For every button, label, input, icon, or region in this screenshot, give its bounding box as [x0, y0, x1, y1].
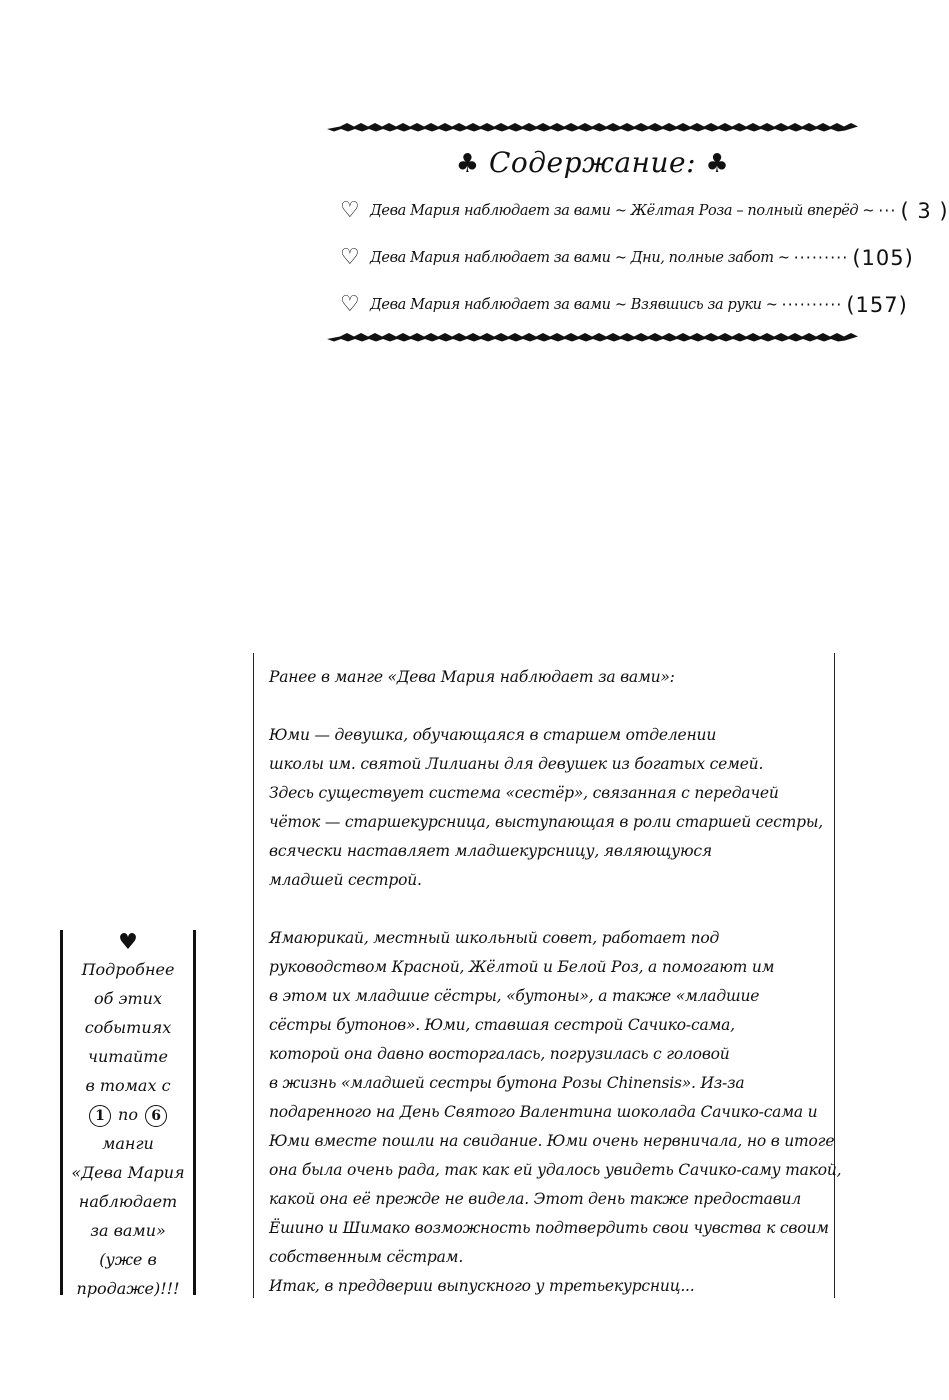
side-note-word: по	[118, 1105, 138, 1124]
paragraph-gap	[269, 692, 829, 721]
summary-line: какой она её прежде не видела. Этот день также предоставил	[269, 1190, 801, 1208]
summary-line: Ёшино и Шимако возможность подтвердить свои чувства к своим	[269, 1219, 829, 1237]
paragraph-gap	[269, 895, 829, 924]
side-note-line: об этих	[94, 989, 162, 1008]
toc-item-title: Дева Мария наблюдает за вами ~ Взявшись за руки ~	[370, 296, 778, 313]
summary-line: в этом их младшие сёстры, «бутоны», а также «младшие	[269, 987, 760, 1005]
table-of-contents	[340, 122, 949, 342]
side-note-line: в томах с	[85, 1076, 171, 1095]
toc-leader-dots: ··········	[781, 295, 843, 314]
summary-line: школы им. святой Лилианы для девушек из богатых семей.	[269, 755, 764, 773]
side-note-line: читайте	[88, 1047, 168, 1066]
toc-leader-dots: ···	[878, 201, 897, 220]
side-note-line: продаже)!!!	[76, 1279, 180, 1298]
story-summary-box	[253, 653, 842, 1298]
club-icon: ♣	[705, 149, 730, 179]
summary-line: которой она давно восторгалась, погрузилась с головой	[269, 1045, 730, 1063]
side-note-line: событиях	[84, 1018, 172, 1037]
side-note-line: за вами»	[90, 1221, 166, 1240]
summary-line: Здесь существует система «сестёр», связанная с передачей	[269, 784, 779, 802]
summary-line: подаренного на День Святого Валентина шоколада Сачико-сама и	[269, 1103, 818, 1121]
story-summary-text	[269, 663, 842, 1301]
toc-item-page: (157)	[846, 292, 908, 317]
heart-outline-icon: ♡	[340, 291, 360, 317]
summary-line: в жизнь «младшей сестры бутона Розы Chinensis». Из-за	[269, 1074, 745, 1092]
toc-item	[340, 234, 914, 281]
summary-line: она была очень рада, так как ей удалось увидеть Сачико-саму такой,	[269, 1161, 842, 1179]
toc-title: Содержание:	[488, 146, 697, 179]
side-note-line: «Дева Мария	[71, 1163, 185, 1182]
toc-item	[340, 187, 949, 234]
summary-line: младшей сестрой.	[269, 871, 422, 889]
toc-item	[340, 281, 908, 328]
decorative-border-bottom	[340, 332, 845, 342]
volumes-side-note	[60, 930, 196, 1298]
volume-number-circle: 1	[89, 1105, 111, 1127]
summary-line: чёток — старшекурсница, выступающая в роли старшей сестры,	[269, 813, 824, 831]
toc-item-title: Дева Мария наблюдает за вами ~ Дни, полные забот ~	[370, 249, 790, 266]
side-note-line: манги	[102, 1134, 154, 1153]
side-note-line: наблюдает	[78, 1192, 178, 1211]
side-note-volumes-line	[63, 1100, 193, 1129]
summary-line: Итак, в преддверии выпускного у третьекурсниц...	[269, 1277, 695, 1295]
side-note-line: Подробнее	[81, 960, 175, 979]
decorative-border-top	[340, 122, 845, 132]
toc-heading	[340, 146, 845, 179]
summary-line: Ранее в манге «Дева Мария наблюдает за вами»:	[269, 668, 675, 686]
toc-item-page: (105)	[852, 245, 914, 270]
toc-item-page: ( 3 )	[900, 198, 949, 223]
summary-line: руководством Красной, Жёлтой и Белой Роз, а помогают им	[269, 958, 775, 976]
toc-item-title: Дева Мария наблюдает за вами ~ Жёлтая Роза – полный вперёд ~	[370, 202, 875, 219]
summary-line: собственным сёстрам.	[269, 1248, 464, 1266]
side-note-text	[63, 955, 193, 1303]
heart-outline-icon: ♡	[340, 244, 360, 270]
summary-line: сёстры бутонов». Юми, ставшая сестрой Сачико-сама,	[269, 1016, 735, 1034]
summary-line: Юми — девушка, обучающаяся в старшем отделении	[269, 726, 717, 744]
toc-leader-dots: ·········	[793, 248, 849, 267]
heart-outline-icon: ♡	[340, 197, 360, 223]
club-icon: ♣	[455, 149, 480, 179]
side-note-line: (уже в	[99, 1250, 157, 1269]
summary-line: всячески наставляет младшекурсницу, являющуюся	[269, 842, 712, 860]
summary-line: Юми вместе пошли на свидание. Юми очень нервничала, но в итоге	[269, 1132, 835, 1150]
volume-number-circle: 6	[145, 1105, 167, 1127]
summary-line: Ямаюрикай, местный школьный совет, работает под	[269, 929, 720, 947]
heart-icon: ♥	[118, 930, 138, 955]
